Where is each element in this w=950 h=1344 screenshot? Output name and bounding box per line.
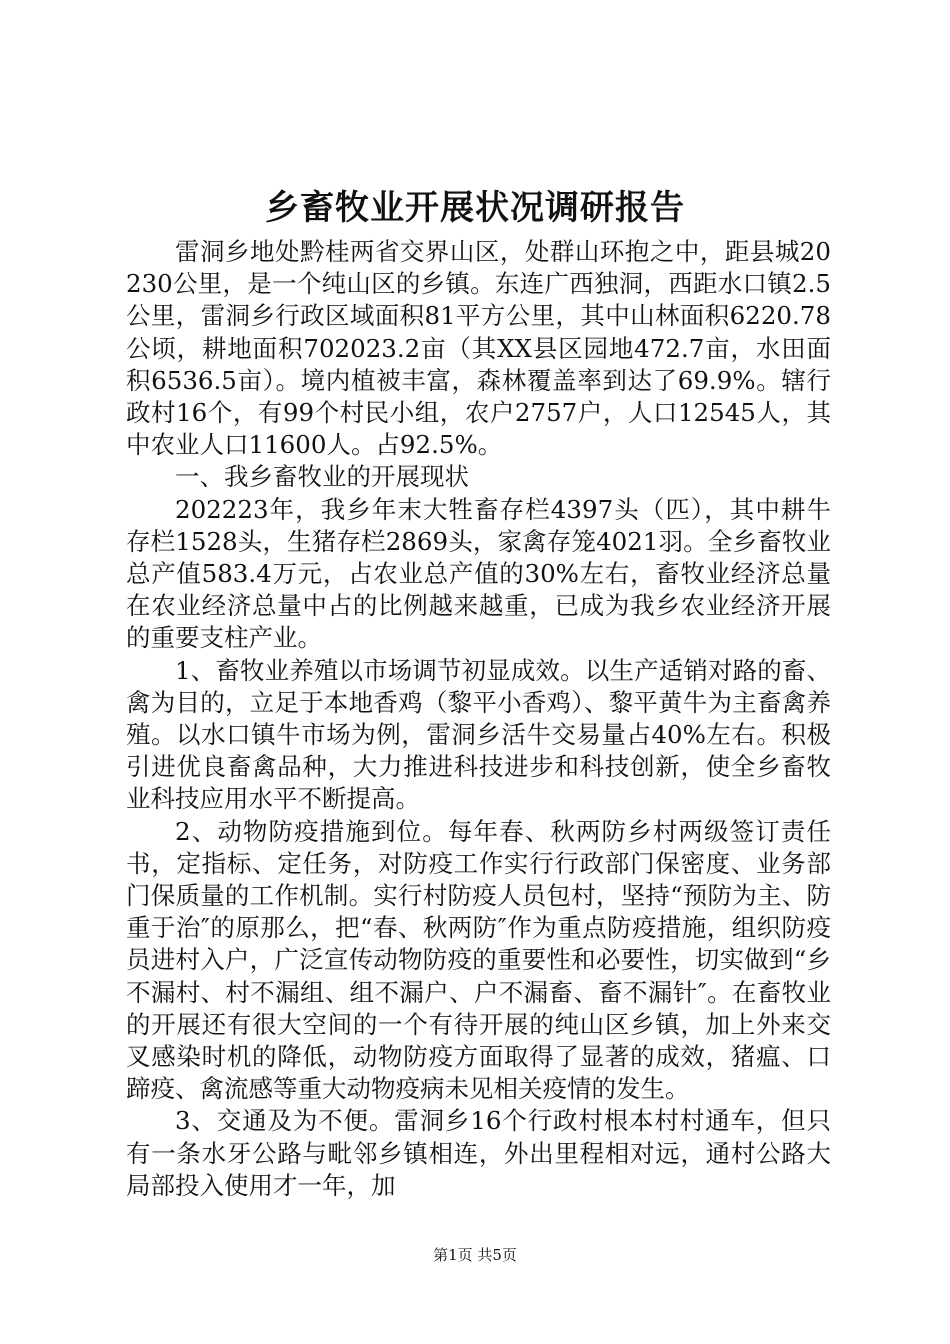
paragraph-status: 202223年，我乡年末大牲畜存栏4397头（匹），其中耕牛存栏1528头，生猪存栏2869头，家禽存笼4021羽。全乡畜牧业总产值583.4万元，占农业总产值的30%左右，畜牧业经济总量在农业经济总量中占的比例越来越重，已成为我乡农业经济开展的重要支柱产业。: [126, 494, 831, 653]
document-title: 乡畜牧业开展状况调研报告: [265, 188, 685, 228]
page-footer: 第1页 共5页: [433, 1246, 517, 1264]
paragraph-item-2: 2、动物防疫措施到位。每年春、秋两防乡村两级签订责任书，定指标、定任务，对防疫工作实行行政部门保密度、业务部门保质量的工作机制。实行村防疫人员包村，坚持“预防为主、防重于治″的原那么，把“春、秋两防″作为重点防疫措施，组织防疫员进村入户，广泛宣传动物防疫的重要性和必要性，切实做到“乡不漏村、村不漏组、组不漏户、户不漏畜、畜不漏针″。在畜牧业的开展还有很大空间的一个有待开展的纯山区乡镇，加上外来交叉感染时机的降低，动物防疫方面取得了显著的成效，猪瘟、口蹄疫、禽流感等重大动物疫病未见相关疫情的发生。: [126, 816, 831, 1104]
paragraph-item-3: 3、交通及为不便。雷洞乡16个行政村根本村村通车，但只有一条水牙公路与毗邻乡镇相连，外出里程相对远，通村公路大局部投入使用才一年，加: [126, 1106, 831, 1200]
paragraph-intro: 雷洞乡地处黔桂两省交界山区，处群山环抱之中，距县城20230公里，是一个纯山区的乡镇。东连广西独洞，西距水口镇2.5公里，雷洞乡行政区域面积81平方公里，其中山林面积6220.78公顷，耕地面积702023.2亩（其XX县区园地472.7亩，水田面积6536.5亩）。境内植被丰富，森林覆盖率到达了69.9%。辖行政村16个，有99个村民小组，农户2757户，人口12545人，其中农业人口11600人。占92.5%。: [126, 237, 831, 460]
paragraph-item-1: 1、畜牧业养殖以市场调节初显成效。以生产适销对路的畜、禽为目的，立足于本地香鸡（黎平小香鸡）、黎平黄牛为主畜禽养殖。以水口镇牛市场为例，雷洞乡活牛交易量占40%左右。积极引进优良畜禽品种，大力推进科技进步和科技创新，使全乡畜牧业科技应用水平不断提高。: [126, 655, 831, 814]
section-heading: 一、我乡畜牧业的开展现状: [175, 462, 469, 492]
document-body: [126, 236, 831, 1202]
